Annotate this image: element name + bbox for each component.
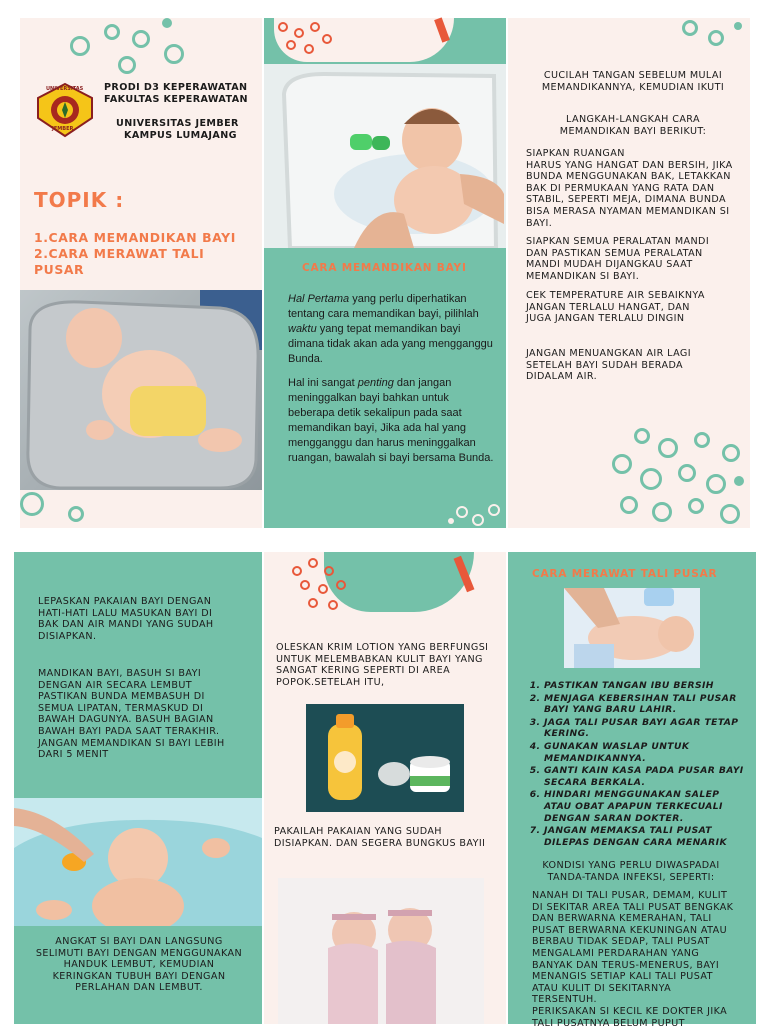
paragraph-text: Hal ini sangat (288, 377, 358, 389)
warning-body: NANAH DI TALI PUSAR, DEMAM, KULIT DI SEKITAR AREA TALI PUSAT BENGKAK DAN BERWARNA KEMERAHAN, TALI PUSAT BERWARNA KEKUNINGAN ATAU BERBAU TIDAK SEDAP, TALI PUSAT MENGALAMI PERDARAHAN YANG BANYAK DAN TERUS-MENERUS, BAYI MENANGIS SETIAP KALI TALI PUSAT ATAU KULIT DI SEKITARNYA TERSENTUH. (532, 890, 734, 1006)
decor-dot (734, 22, 742, 30)
umbilical-care-photo (564, 588, 700, 668)
decor-blob (324, 552, 474, 612)
decor-dot (734, 476, 744, 486)
decor-dot (328, 600, 338, 610)
header-line-3: UNIVERSITAS JEMBER (116, 118, 239, 129)
decor-dot (640, 468, 662, 490)
decor-dot (304, 44, 314, 54)
paragraph-text: yang tepat memandikan bayi dimana tidak akan ada yang mengganggu Bunda. (288, 323, 493, 365)
decor-dot (294, 28, 304, 38)
umbilical-step: 5. GANTI KAIN KASA PADA PUSAR BAYI SECARA BERKALA. (544, 765, 744, 788)
emphasis-time: waktu (288, 323, 317, 335)
step-undress-baby: LEPASKAN PAKAIAN BAYI DENGAN HATI-HATI LALU MASUKAN BAYI DI BAK DAN AIR MANDI YANG SUDAH DISIAPKAN. (38, 596, 214, 642)
decor-dot (620, 496, 638, 514)
baby-in-tub-photo (14, 798, 262, 926)
decor-dot (456, 506, 468, 518)
paragraph-text: yang perlu diperhatikan tentang cara memandikan bayi, pilihlah (288, 293, 479, 320)
decor-dot (20, 492, 44, 516)
paragraph-text: dan jangan meninggalkan bayi bahkan untuk beberapa detik sekalipun pada saat memandikan bayi, Jika ada hal yang mengganggu dan harus meninggalkan ruangan, bawalah si bayi bersama Bunda. (288, 377, 494, 464)
decor-dot (634, 428, 650, 444)
step-check-water: CEK TEMPERATURE AIR SEBAIKNYA JANGAN TERLALU HANGAT, DAN JUGA JANGAN TERLALU DINGIN (526, 290, 705, 325)
swaddled-twins-photo (278, 878, 484, 1024)
decor-dot (472, 514, 484, 526)
step-dry-baby: ANGKAT SI BAYI DAN LANGSUNG SELIMUTI BAYI DENGAN MENGGUNAKAN HANDUK LEMBUT, KEMUDIAN KERINGKAN TUBUH BAYI DENGAN PERLAHAN DAN LEMBUT. (35, 936, 243, 994)
topic-item-2: 2.CARA MERAWAT TALI PUSAR (34, 246, 205, 277)
step-apply-lotion: OLESKAN KRIM LOTION YANG BERFUNGSI UNTUK MELEMBABKAN KULIT BAYI YANG SANGAT KERING SEPERTI DI AREA POPOK.SETELAH ITU, (276, 642, 489, 688)
umbilical-step: 6. HINDARI MENGGUNAKAN SALEP ATAU OBAT APAPUN TERKECUALI DENGAN SARAN DOKTER. (544, 789, 744, 824)
topic-heading: TOPIK : (34, 188, 125, 212)
decor-dot (308, 598, 318, 608)
decor-dot (68, 506, 84, 522)
step-wash-baby: MANDIKAN BAYI, BASUH SI BAYI DENGAN AIR SECARA LEMBUT PASTIKAN BUNDA MEMBASUH DI SEMUA LIPATAN, TERMASKUD DI BAWAH DAGUNYA. BASUH BAGIAN BAWAH BAYI PADA SAAT TERAKHIR. JANGAN MEMANDIKAN SI BAYI LEBIH DARI 5 MENIT (38, 668, 225, 761)
umbilical-step: 4. GUNAKAN WASLAP UNTUK MEMANDIKANNYA. (544, 741, 744, 764)
decor-dot (300, 580, 310, 590)
page2-middle-panel (264, 552, 506, 1024)
emphasis-first: Hal Pertama (288, 293, 350, 305)
decor-dot (278, 22, 288, 32)
page1-right-panel (508, 18, 750, 528)
section-heading-umbilical: CARA MERAWAT TALI PUSAR (532, 568, 718, 580)
decor-dot (694, 432, 710, 448)
header-line-2: FAKULTAS KEPERAWATAN (104, 94, 248, 105)
topic-item-1: 1.CARA MEMANDIKAN BAYI (34, 230, 236, 245)
step-dress-baby: PAKAILAH PAKAIAN YANG SUDAH DISIAPKAN. DAN SEGERA BUNGKUS BAYII (274, 826, 486, 849)
decor-dot (308, 558, 318, 568)
decor-dot (318, 584, 328, 594)
bath-intro-paragraph (288, 292, 494, 367)
decor-dot (336, 580, 346, 590)
logo-text-bottom: JEMBER (52, 126, 74, 132)
step-no-pouring: JANGAN MENUANGKAN AIR LAGI SETELAH BAYI SUDAH BERADA DIDALAM AIR. (526, 348, 691, 383)
section-heading-bath: CARA MEMANDIKAN BAYI (302, 262, 467, 274)
decor-dot (706, 474, 726, 494)
page2-right-panel (508, 552, 756, 1029)
decor-dot (310, 22, 320, 32)
decor-dot (286, 40, 296, 50)
steps-heading: LANGKAH-LANGKAH CARA MEMANDIKAN BAYI BERIKUT: (559, 114, 707, 137)
step-prepare-tools: SIAPKAN SEMUA PERALATAN MANDI DAN PASTIKAN SEMUA PERALATAN MANDI MUDAH DIJANGKAU SAAT MEMANDIKAN SI BAYI. (526, 236, 710, 282)
baby-bathing-photo (264, 64, 506, 248)
umbilical-step: 3. JAGA TALI PUSAR BAYI AGAR TETAP KERING. (544, 717, 744, 740)
decor-blob (274, 18, 454, 62)
header-line-4: KAMPUS LUMAJANG (124, 130, 237, 141)
lotion-products-image (306, 704, 464, 812)
umbilical-step: 1. PASTIKAN TANGAN IBU BERSIH (544, 680, 744, 692)
decor-dot (612, 454, 632, 474)
decor-dot (162, 18, 172, 28)
umbilical-step: 2. MENJAGA KEBERSIHAN TALI PUSAR BAYI YANG BARU LAHIR. (544, 693, 744, 716)
logo-text-top: UNIVERSITAS (46, 86, 84, 92)
decor-dot (118, 56, 136, 74)
umbilical-step: 7. JANGAN MEMAKSA TALI PUSAT DILEPAS DENGAN CARA MENARIK (544, 825, 744, 848)
decor-dot (678, 464, 696, 482)
page1-middle-panel (264, 18, 506, 528)
decor-dot (722, 444, 740, 462)
decor-dot (164, 44, 184, 64)
decor-dot (132, 30, 150, 48)
step-prepare-room: SIAPKAN RUANGAN HARUS YANG HANGAT DAN BERSIH, JIKA BUNDA MENGGUNAKAN BAK, LETAKKAN BAK DI PERMUKAAN YANG RATA DAN STABIL, SEPERTI MEJA, DIMANA BUNDA BISA MERASA NYAMAN MEMANDIKAN SI BAYI. (526, 148, 733, 229)
warning-heading: KONDISI YANG PERLU DIWASPADAI TANDA-TANDA INFEKSI, SEPERTI: (542, 860, 720, 883)
decor-dot (70, 36, 90, 56)
closing-advice: PERIKSAKAN SI KECIL KE DOKTER JIKA TALI PUSATNYA BELUM PUPUT (532, 1006, 728, 1029)
decor-dot (488, 504, 500, 516)
decor-dot (720, 504, 740, 524)
emphasis-important: penting (357, 377, 394, 389)
decor-dot (292, 566, 302, 576)
umbilical-steps-list (528, 680, 744, 849)
decor-dot (682, 20, 698, 36)
decor-dot (322, 34, 332, 44)
decor-dot (652, 502, 672, 522)
decor-dot (688, 498, 704, 514)
baby-bath-seat-photo (20, 290, 262, 490)
decor-dot (658, 438, 678, 458)
decor-dot (104, 24, 120, 40)
decor-dot (448, 518, 454, 524)
decor-dot (708, 30, 724, 46)
page1-left-panel (20, 18, 262, 528)
header-line-1: PRODI D3 KEPERAWATAN (104, 82, 248, 93)
university-logo (34, 82, 96, 138)
decor-dot (324, 566, 334, 576)
page2-left-panel (14, 552, 262, 1024)
intro-instruction: CUCILAH TANGAN SEBELUM MULAI MEMANDIKANNYA, KEMUDIAN IKUTI (541, 70, 725, 93)
bath-warning-paragraph (288, 376, 494, 466)
